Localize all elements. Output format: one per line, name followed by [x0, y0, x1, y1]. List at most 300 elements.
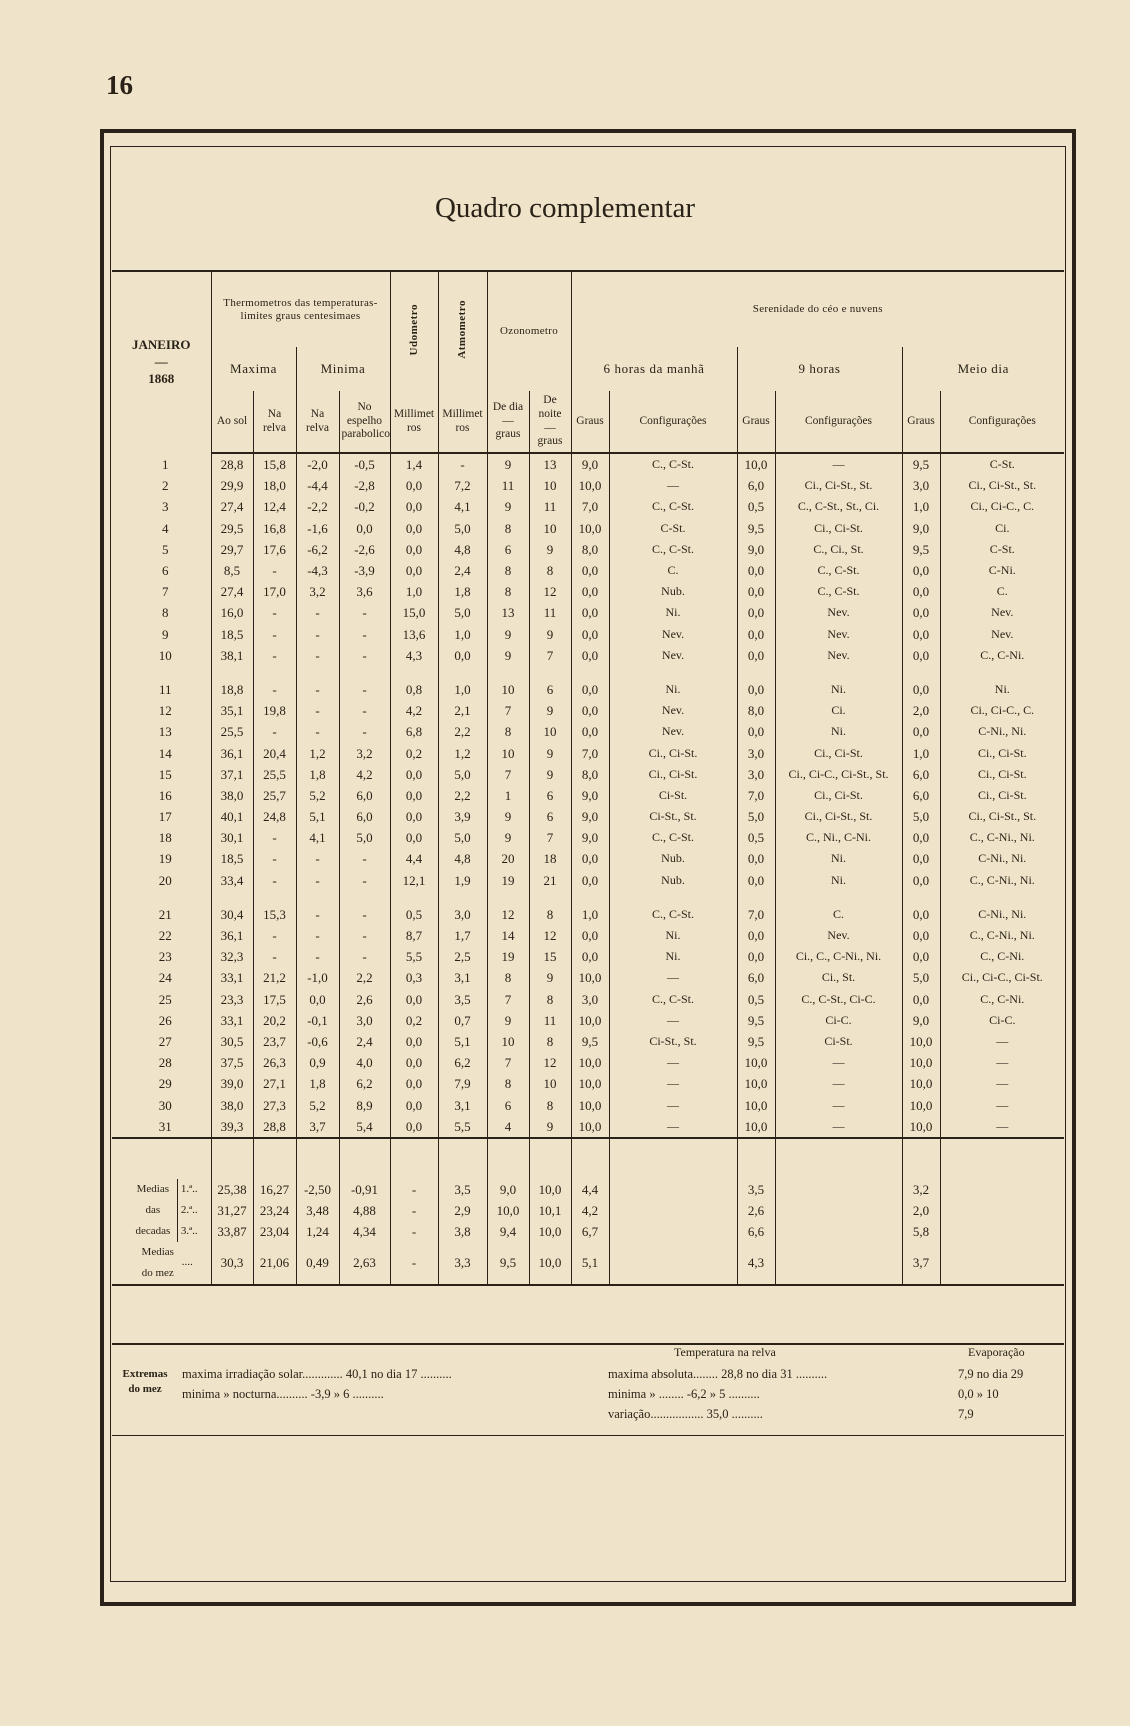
config-9-header: Configurações: [775, 391, 902, 453]
cell-oz-d: 9: [487, 1010, 529, 1031]
cell-cm: —: [940, 1052, 1064, 1073]
cell-c6: Ni.: [609, 679, 737, 700]
cell-esp: -3,9: [339, 560, 390, 581]
cell-min-relva: 5,1: [296, 806, 339, 827]
cell-oz-d: 11: [487, 475, 529, 496]
cell-udo: 0,0: [390, 1116, 438, 1138]
cell-gm: 9,0: [902, 518, 940, 539]
gap-cell: [737, 891, 775, 904]
cell-cm: Ci., Ci-C., Ci-St.: [940, 967, 1064, 988]
maxima-header: Maxima: [211, 347, 296, 391]
cell-atm: 7,9: [438, 1073, 487, 1094]
table-row: [112, 624, 1064, 645]
cell-esp: 6,0: [339, 785, 390, 806]
cell-cm: —: [940, 1094, 1064, 1115]
year-label: 1868: [148, 370, 175, 386]
cell-cm: C., C-Ni.: [940, 946, 1064, 967]
summary-cell-g9: 3,5: [737, 1179, 775, 1200]
cell-cm: Ci-C.: [940, 1010, 1064, 1031]
cell-g9: 0,0: [737, 602, 775, 623]
cell-udo: 0,2: [390, 1010, 438, 1031]
cell-sol: 27,4: [211, 496, 253, 517]
cell-udo: 0,0: [390, 560, 438, 581]
gap-cell: [571, 891, 609, 904]
cell-c9: —: [775, 1073, 902, 1094]
weather-table: [112, 270, 1064, 1286]
cell-oz-n: 9: [529, 967, 571, 988]
cell-cm: Ci., Ci-St., St.: [940, 475, 1064, 496]
summary-cell-esp: 4,88: [339, 1200, 390, 1221]
cell-oz-n: 11: [529, 602, 571, 623]
summary-cell-relva: 16,27: [253, 1179, 296, 1200]
cell-c9: C., C-St.: [775, 560, 902, 581]
cell-c9: C., C-St., St., Ci.: [775, 496, 902, 517]
cell-oz-n: 9: [529, 764, 571, 785]
cell-cm: C., C-Ni., Ni.: [940, 827, 1064, 848]
table-row: [112, 518, 1064, 539]
summary-cell-g9: 4,3: [737, 1242, 775, 1285]
cell-oz-n: 10: [529, 475, 571, 496]
cell-gm: 6,0: [902, 764, 940, 785]
cell-esp: -: [339, 624, 390, 645]
extreme-line-1c: 7,9 no dia 29: [958, 1367, 1024, 1381]
day-cell: 18: [158, 830, 172, 846]
graus-6-header: Graus: [571, 391, 609, 453]
cell-g6: 0,0: [571, 870, 609, 891]
day-cell: 29: [158, 1076, 172, 1092]
cell-cm: —: [940, 1116, 1064, 1138]
cell-min-relva: -4,4: [296, 475, 339, 496]
table-row: [112, 785, 1064, 806]
summary-cell-gm: 3,7: [902, 1242, 940, 1285]
cell-udo: 0,0: [390, 764, 438, 785]
cell-esp: -: [339, 602, 390, 623]
cell-oz-d: 9: [487, 806, 529, 827]
table-row: [112, 539, 1064, 560]
cell-min-relva: -2,2: [296, 496, 339, 517]
minima-header: Minima: [296, 347, 390, 391]
cell-esp: -: [339, 645, 390, 666]
gap-cell: [775, 666, 902, 679]
table-row: [112, 827, 1064, 848]
thermometers-label: Thermometros das temperaturas-limites graus centesimaes: [223, 296, 378, 322]
cell-g6: 10,0: [571, 967, 609, 988]
cell-gm: 0,0: [902, 827, 940, 848]
summary-label-cell: [112, 1179, 211, 1242]
cell-sol: 38,0: [211, 1094, 253, 1115]
cell-sol: 36,1: [211, 925, 253, 946]
cell-cm: Nev.: [940, 602, 1064, 623]
cell-c6: C.: [609, 560, 737, 581]
cell-relva: -: [253, 560, 296, 581]
table-row: [112, 806, 1064, 827]
cell-cm: C., C-Ni., Ni.: [940, 870, 1064, 891]
cell-esp: 8,9: [339, 1094, 390, 1115]
table-row: [112, 904, 1064, 925]
cell-g9: 7,0: [737, 904, 775, 925]
cell-cm: Ci., Ci-St.: [940, 785, 1064, 806]
cell-g9: 3,0: [737, 742, 775, 763]
day-cell: 20: [158, 872, 172, 888]
cell-gm: 6,0: [902, 785, 940, 806]
cell-oz-n: 8: [529, 560, 571, 581]
gap-cell: [339, 666, 390, 679]
cell-oz-d: 13: [487, 602, 529, 623]
cell-g9: 10,0: [737, 1116, 775, 1138]
summary-cell-g6: 4,4: [571, 1179, 609, 1200]
cell-oz-d: 9: [487, 645, 529, 666]
cell-sol: 30,1: [211, 827, 253, 848]
cell-oz-d: 6: [487, 1094, 529, 1115]
summary-cell-oz-d: 9,4: [487, 1221, 529, 1242]
decade-marks: [177, 1179, 198, 1242]
cell-esp: 3,6: [339, 581, 390, 602]
cell-g9: 7,0: [737, 785, 775, 806]
cell-udo: 5,5: [390, 946, 438, 967]
summary-cell-udo: -: [390, 1179, 438, 1200]
cell-oz-d: 7: [487, 764, 529, 785]
cell-cm: Ci.: [940, 518, 1064, 539]
cell-g6: 0,0: [571, 581, 609, 602]
cell-oz-d: 8: [487, 560, 529, 581]
table-body: [112, 453, 1064, 1285]
cell-cm: C., C-Ni.: [940, 645, 1064, 666]
cell-g6: 0,0: [571, 721, 609, 742]
summary-cell-udo: -: [390, 1200, 438, 1221]
cell-c9: Ni.: [775, 848, 902, 869]
summary-cell-relva: 21,06: [253, 1242, 296, 1285]
summary-cell-udo: -: [390, 1242, 438, 1285]
cell-relva: 12,4: [253, 496, 296, 517]
cell-cm: Ci., Ci-C., C.: [940, 496, 1064, 517]
cell-esp: 4,2: [339, 764, 390, 785]
table-row: [112, 700, 1064, 721]
extremes-top-rule: [112, 1343, 1064, 1345]
cell-sol: 18,8: [211, 679, 253, 700]
day-cell: 17: [158, 809, 172, 825]
cell-c6: Nev.: [609, 700, 737, 721]
cell-atm: 3,1: [438, 967, 487, 988]
gap-cell: [211, 891, 253, 904]
cell-relva: -: [253, 645, 296, 666]
cell-relva: -: [253, 679, 296, 700]
cell-cm: C-St.: [940, 453, 1064, 475]
table-row: [112, 848, 1064, 869]
month-label: JANEIRO: [131, 337, 191, 353]
cell-min-relva: 4,1: [296, 827, 339, 848]
cell-esp: -0,5: [339, 453, 390, 475]
cell-g6: 9,0: [571, 806, 609, 827]
cell-atm: 1,7: [438, 925, 487, 946]
cell-min-relva: -: [296, 645, 339, 666]
gap-cell: [438, 666, 487, 679]
cell-oz-d: 9: [487, 624, 529, 645]
cell-oz-n: 6: [529, 806, 571, 827]
summary-empty-cell: [609, 1242, 737, 1285]
cell-esp: -2,8: [339, 475, 390, 496]
cell-c6: —: [609, 1094, 737, 1115]
cell-g6: 9,0: [571, 785, 609, 806]
cell-c9: Ci.: [775, 700, 902, 721]
cell-cm: C., C-Ni., Ni.: [940, 925, 1064, 946]
summary-cell-gm: 5,8: [902, 1221, 940, 1242]
table-row: [112, 1116, 1064, 1138]
extreme-line-2c: 0,0 » 10: [958, 1387, 999, 1401]
cell-c9: Ci., Ci-St., St.: [775, 806, 902, 827]
oz-dia-header: De dia — graus: [487, 391, 529, 453]
decade-mean-row: [112, 1221, 1064, 1242]
summary-break: [112, 1138, 1064, 1179]
cell-oz-d: 10: [487, 1031, 529, 1052]
cell-c6: Ci., Ci-St.: [609, 742, 737, 763]
cell-gm: 9,5: [902, 539, 940, 560]
cell-c9: Ni.: [775, 870, 902, 891]
month-header: [112, 271, 211, 453]
gap-cell: [609, 666, 737, 679]
cell-gm: 9,0: [902, 1010, 940, 1031]
cell-gm: 3,0: [902, 475, 940, 496]
cell-cm: C-Ni., Ni.: [940, 721, 1064, 742]
cell-g9: 0,0: [737, 645, 775, 666]
cell-atm: 1,8: [438, 581, 487, 602]
cell-relva: 26,3: [253, 1052, 296, 1073]
cell-c9: Nev.: [775, 925, 902, 946]
cell-g9: 0,0: [737, 946, 775, 967]
gap-cell: [571, 666, 609, 679]
cell-c6: —: [609, 1116, 737, 1138]
cell-relva: 27,3: [253, 1094, 296, 1115]
cell-g9: 0,5: [737, 989, 775, 1010]
cell-oz-n: 9: [529, 700, 571, 721]
break-cell: [339, 1138, 390, 1179]
cell-g9: 10,0: [737, 1094, 775, 1115]
cell-gm: 0,0: [902, 581, 940, 602]
gap-cell: [211, 666, 253, 679]
day-cell: 21: [158, 906, 172, 922]
cell-relva: 19,8: [253, 700, 296, 721]
cell-relva: -: [253, 721, 296, 742]
cell-oz-d: 4: [487, 1116, 529, 1138]
cell-relva: 25,5: [253, 764, 296, 785]
day-cell: 8: [162, 605, 169, 621]
summary-empty-cell: [940, 1242, 1064, 1285]
summary-cell-esp: -0,91: [339, 1179, 390, 1200]
cell-oz-n: 6: [529, 785, 571, 806]
table-row: [112, 870, 1064, 891]
cell-g6: 0,0: [571, 560, 609, 581]
cell-atm: 3,1: [438, 1094, 487, 1115]
cell-esp: -: [339, 925, 390, 946]
day-cell: 11: [158, 681, 172, 697]
cell-g9: 0,0: [737, 870, 775, 891]
graus-9-header: Graus: [737, 391, 775, 453]
cell-atm: 5,5: [438, 1116, 487, 1138]
cell-udo: 0,0: [390, 496, 438, 517]
cell-atm: 3,9: [438, 806, 487, 827]
cell-gm: 0,0: [902, 870, 940, 891]
gap-cell: [487, 666, 529, 679]
cell-esp: -2,6: [339, 539, 390, 560]
cell-c6: Ni.: [609, 602, 737, 623]
gap-cell: [902, 891, 940, 904]
table-row: [112, 475, 1064, 496]
summary-cell-oz-n: 10,0: [529, 1179, 571, 1200]
cell-oz-n: 12: [529, 1052, 571, 1073]
summary-cell-gm: 2,0: [902, 1200, 940, 1221]
cell-esp: 3,2: [339, 742, 390, 763]
cell-c9: Ci., Ci-St., St.: [775, 475, 902, 496]
cell-g6: 7,0: [571, 496, 609, 517]
cell-atm: -: [438, 453, 487, 475]
day-cell: 19: [158, 851, 172, 867]
cell-udo: 0,0: [390, 1073, 438, 1094]
cell-esp: 2,2: [339, 967, 390, 988]
cell-g6: 8,0: [571, 539, 609, 560]
cell-g9: 6,0: [737, 475, 775, 496]
table-row: [112, 679, 1064, 700]
cell-g9: 0,0: [737, 624, 775, 645]
cell-udo: 0,0: [390, 539, 438, 560]
cell-sol: 38,1: [211, 645, 253, 666]
cell-esp: 4,0: [339, 1052, 390, 1073]
espelho-header: No espelho parabolico: [339, 391, 390, 453]
cell-esp: -: [339, 946, 390, 967]
summary-cell-min-relva: 0,49: [296, 1242, 339, 1285]
break-cell: [902, 1138, 940, 1179]
month-dash: —: [154, 354, 168, 370]
cell-c6: C., C-St.: [609, 453, 737, 475]
gap-cell: [609, 891, 737, 904]
cell-relva: -: [253, 602, 296, 623]
cell-relva: 20,2: [253, 1010, 296, 1031]
cell-c9: Nev.: [775, 624, 902, 645]
summary-cell-min-relva: 1,24: [296, 1221, 339, 1242]
gap-cell: [390, 666, 438, 679]
gap-cell: [253, 891, 296, 904]
seis-horas-header: 6 horas da manhã: [571, 347, 737, 391]
cell-sol: 29,7: [211, 539, 253, 560]
cell-c9: —: [775, 453, 902, 475]
month-mark: ....: [181, 1256, 193, 1269]
cell-esp: 6,2: [339, 1073, 390, 1094]
summary-cell-g9: 2,6: [737, 1200, 775, 1221]
cell-atm: 1,9: [438, 870, 487, 891]
summary-cell-g6: 6,7: [571, 1221, 609, 1242]
table-row: [112, 721, 1064, 742]
cell-relva: 15,8: [253, 453, 296, 475]
day-cell: 30: [158, 1097, 172, 1113]
break-cell: [296, 1138, 339, 1179]
cell-relva: 17,0: [253, 581, 296, 602]
meio-dia-header: Meio dia: [902, 347, 1064, 391]
day-cell: 27: [158, 1033, 172, 1049]
day-cell: 22: [158, 928, 172, 944]
cell-cm: Ci., Ci-St.: [940, 764, 1064, 785]
cell-sol: 32,3: [211, 946, 253, 967]
cell-esp: -0,2: [339, 496, 390, 517]
cell-esp: -: [339, 904, 390, 925]
cell-c9: —: [775, 1094, 902, 1115]
summary-empty-cell: [609, 1200, 737, 1221]
gap-cell: [339, 891, 390, 904]
oz-noite-header: De noite — graus: [529, 391, 571, 453]
table-row: [112, 1052, 1064, 1073]
cell-g9: 0,0: [737, 581, 775, 602]
cell-g6: 0,0: [571, 848, 609, 869]
cell-g9: 8,0: [737, 700, 775, 721]
cell-c9: C., Ni., C-Ni.: [775, 827, 902, 848]
cell-min-relva: -: [296, 679, 339, 700]
cell-min-relva: -4,3: [296, 560, 339, 581]
cell-oz-d: 8: [487, 1073, 529, 1094]
cell-oz-d: 9: [487, 827, 529, 848]
day-cell: 1: [162, 456, 169, 472]
gap-cell: [529, 666, 571, 679]
summary-cell-oz-d: 9,5: [487, 1242, 529, 1285]
cell-c9: Ci., St.: [775, 967, 902, 988]
decade-gap: [112, 891, 1064, 904]
gap-cell: [902, 666, 940, 679]
cell-sol: 29,9: [211, 475, 253, 496]
cell-gm: 10,0: [902, 1094, 940, 1115]
break-cell: [529, 1138, 571, 1179]
cell-c6: Ci-St., St.: [609, 806, 737, 827]
cell-cm: Ci., Ci-St.: [940, 742, 1064, 763]
table-row: [112, 453, 1064, 475]
cell-cm: C-St.: [940, 539, 1064, 560]
day-cell: 14: [158, 745, 172, 761]
cell-gm: 0,0: [902, 602, 940, 623]
cell-gm: 0,0: [902, 645, 940, 666]
cell-atm: 0,7: [438, 1010, 487, 1031]
table-row: [112, 560, 1064, 581]
summary-cell-gm: 3,2: [902, 1179, 940, 1200]
cell-relva: 17,6: [253, 539, 296, 560]
cell-atm: 5,0: [438, 764, 487, 785]
cell-min-relva: -6,2: [296, 539, 339, 560]
cell-esp: -: [339, 848, 390, 869]
break-cell: [487, 1138, 529, 1179]
cell-esp: 6,0: [339, 806, 390, 827]
day-cell: 6: [162, 563, 169, 579]
cell-sol: 8,5: [211, 560, 253, 581]
cell-gm: 1,0: [902, 742, 940, 763]
cell-c6: C., C-St.: [609, 539, 737, 560]
cell-g6: 8,0: [571, 764, 609, 785]
day-cell: 24: [158, 970, 172, 986]
cell-udo: 13,6: [390, 624, 438, 645]
table-row: [112, 602, 1064, 623]
cell-oz-d: 8: [487, 581, 529, 602]
gap-cell: [940, 666, 1064, 679]
cell-g6: 10,0: [571, 1094, 609, 1115]
cell-min-relva: 3,2: [296, 581, 339, 602]
cell-c6: C., C-St.: [609, 827, 737, 848]
cell-min-relva: -0,6: [296, 1031, 339, 1052]
gap-cell: [487, 891, 529, 904]
cell-gm: 10,0: [902, 1031, 940, 1052]
summary-empty-cell: [609, 1221, 737, 1242]
cell-c6: —: [609, 475, 737, 496]
cell-oz-n: 10: [529, 721, 571, 742]
cell-sol: 30,5: [211, 1031, 253, 1052]
udometro-header: [390, 271, 438, 391]
cell-udo: 15,0: [390, 602, 438, 623]
cell-atm: 4,1: [438, 496, 487, 517]
cell-c6: C-St.: [609, 518, 737, 539]
cell-cm: Ci., Ci-St., St.: [940, 806, 1064, 827]
page-number: 16: [106, 70, 133, 100]
